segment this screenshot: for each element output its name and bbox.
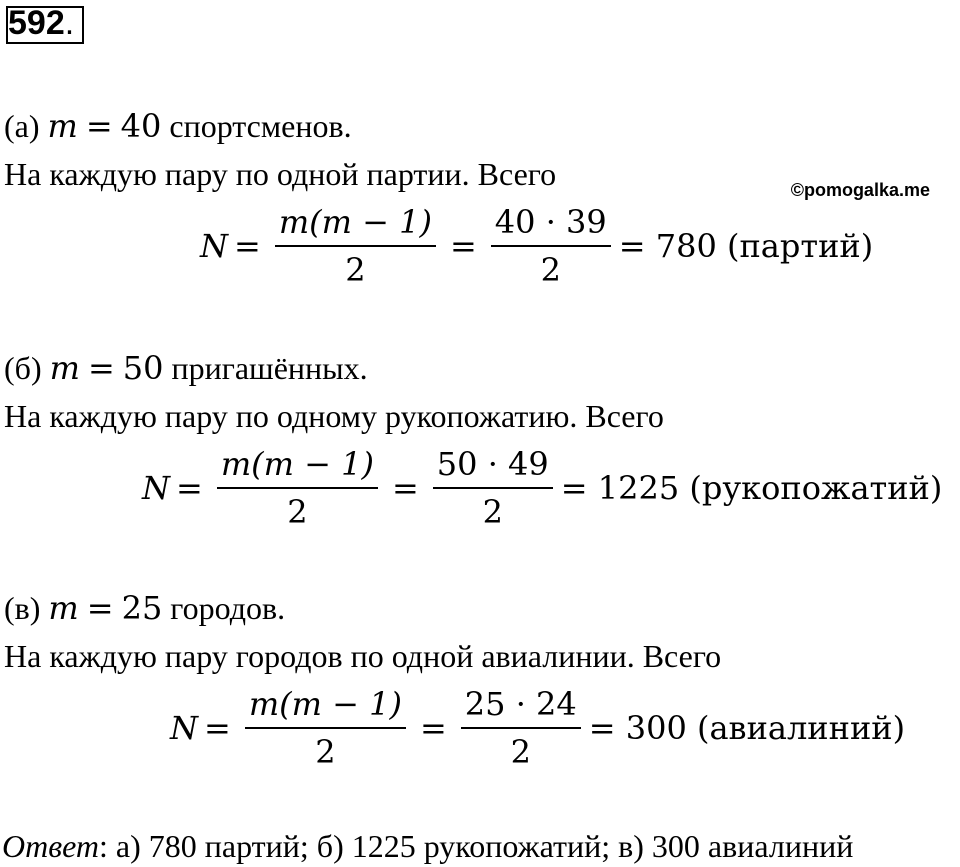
- formula-result: = 1225 (рукопожатий): [560, 469, 943, 507]
- answer-label: Ответ: [2, 828, 99, 864]
- watermark: ©pomogalka.me: [790, 180, 930, 200]
- part-b-formula: N = $\frac{m(m - 1)}{2}$ = $\frac{50 \cdot 49}{2}$ = 1225 (рукопожатий): [142, 445, 943, 531]
- formula-result: = 780 (партий): [618, 227, 874, 265]
- problem-number: 592.: [8, 4, 75, 42]
- fraction-numeric: $\frac{40 \cdot 39}{2}$: [491, 202, 611, 290]
- part-c-condition: (в) m = 25 городов.: [4, 589, 286, 627]
- fraction-numeric: $\frac{25 \cdot 24}{2}$: [461, 684, 581, 772]
- part-c-sentence: На каждую пару городов по одной авиалинии. Всего: [4, 638, 722, 674]
- part-c-formula: N = $\frac{m(m - 1)}{2}$ = $\frac{25 \cdot 24}{2}$ = 300 (авиалиний): [170, 685, 906, 771]
- formula-lhs: N: [200, 227, 228, 265]
- formula-lhs: N: [142, 469, 170, 507]
- fraction-numeric: $\frac{50 \cdot 49}{2}$: [433, 444, 553, 532]
- part-a-sentence: На каждую пару по одной партии. Всего: [4, 156, 557, 192]
- part-b-sentence: На каждую пару по одному рукопожатию. Всего: [4, 398, 664, 434]
- fraction-general: $\frac{m(m - 1)}{2}$: [275, 202, 436, 290]
- part-a-formula: N = $\frac{m(m - 1)}{2}$ = $\frac{40 \cdot 39}{2}$ = 780 (партий): [200, 203, 874, 289]
- answer-text: : а) 780 партий; б) 1225 рукопожатий; в) 300 авиалиний: [99, 828, 854, 864]
- fraction-general: $\frac{m(m - 1)}{2}$: [245, 684, 406, 772]
- formula-eq: =: [234, 227, 261, 265]
- part-b-condition: (б) m = 50 пригашённых.: [4, 349, 368, 387]
- answer-line: [2, 826, 853, 866]
- part-a-condition: (а) m = 40 спортсменов.: [4, 107, 352, 145]
- formula-result: = 300 (авиалиний): [588, 709, 906, 747]
- formula-eq: =: [204, 709, 231, 747]
- formula-eq: =: [176, 469, 203, 507]
- fraction-general: $\frac{m(m - 1)}{2}$: [217, 444, 378, 532]
- formula-lhs: N: [170, 709, 198, 747]
